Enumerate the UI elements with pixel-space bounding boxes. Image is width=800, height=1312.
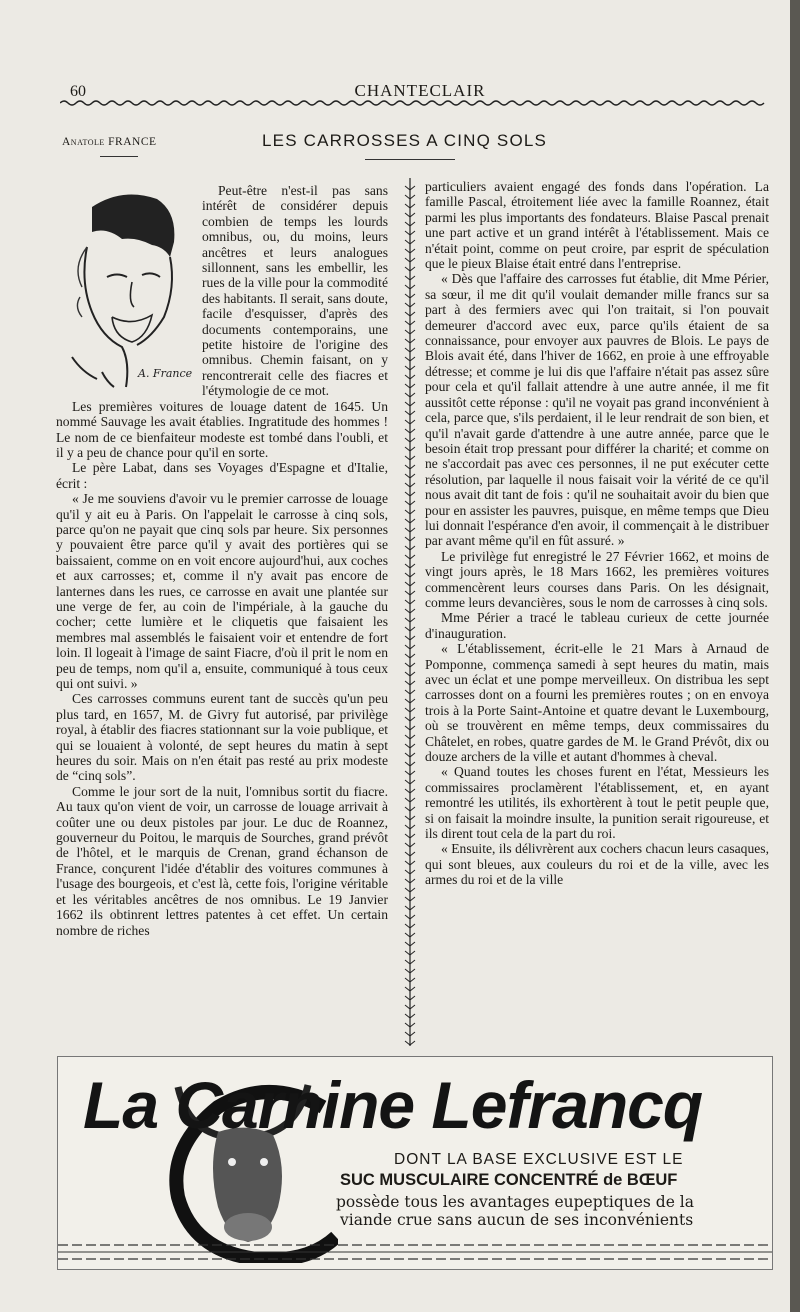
paragraph: Le père Labat, dans ses Voyages d'Espagne et d'Italie, écrit : (56, 460, 388, 491)
page-number: 60 (70, 83, 86, 100)
left-column (56, 183, 388, 938)
article-author: Anatole FRANCE (62, 136, 157, 148)
paragraph: « L'établissement, écrit-elle le 21 Mars à Arnaud de Pomponne, commença samedi à sept heures du matin, mais avec un éclat et une pompe merveilleux. On distribua les sept carrosses dont on a fourni les premières routes ; on en envoya trois à la Porte Saint-Antoine et quatre devant le Luxembourg, où se trouvèrent en même temps, deux commissaires du Châtelet, en robes, quatre gardes de M. le Grand Prévôt, dix ou douze archers de la ville et autant d'hommes à cheval. (425, 641, 769, 765)
paragraph: Les premières voitures de louage datent de 1645. Un nommé Sauvage les avait établies. Ingratitude des hommes ! Le nom de ce bienfaiteur modeste est tombé dans l'oubli, et il y a peu de chance pour qu'il en sorte. (56, 398, 388, 460)
header-wavy-rule (60, 99, 768, 107)
advertisement (57, 1056, 773, 1270)
page-edge-shadow (790, 0, 800, 1312)
paragraph: « Quand toutes les choses furent en l'état, Messieurs les commissaires proclamèrent l'établissement, et, en ayant remontré les utilités, ils exhortèrent à tout le petit peuple que, si on faisait la moindre insulte, la punition serait rigoureuse, et ils dirent tout cela de la part du roi. (425, 764, 769, 842)
paragraph: Comme le jour sort de la nuit, l'omnibus sortit du fiacre. Au taux qu'on vient de voir, un carrosse de louage arrivait à coûter une ou deux pistoles par jour. Le duc de Roannez, gouverneur du Poitou, le marquis de Sourches, grand prévôt de l'hôtel, et le marquis de Crenan, grand échanson de France, conçurent l'idée d'établir des voitures communes à l'usage des bourgeois, et c'est là, cette fois, l'origine véritable et les véritables ancêtres de nos omnibus. Le 19 Janvier 1662 ils obtinrent lettres patentes à cet effet. Un certain nombre de riches (56, 783, 388, 938)
ad-tagline-4: viande crue sans aucun de ses inconvénients (340, 1211, 694, 1229)
running-title: CHANTECLAIR (354, 81, 486, 100)
portrait-sketch (52, 187, 196, 397)
ad-tagline-1: DONT LA BASE EXCLUSIVE EST LE (394, 1151, 684, 1168)
ad-bottom-rule (58, 1239, 772, 1265)
column-divider-ornament (403, 178, 417, 1046)
paragraph: « Ensuite, ils délivrèrent aux cochers chacun leurs casaques, qui sont bleues, aux couleurs du roi et de la ville, avec les armes du roi et de la ville (425, 841, 769, 888)
ad-brand-name: La Carnine Lefrancq (83, 1068, 703, 1142)
article-title: LES CARROSSES A CINQ SOLS (262, 131, 548, 150)
paragraph: particuliers avaient engagé des fonds dans l'opération. La famille Pascal, étroitement liée avec la famille Roannez, était parmi les plus importants des fondateurs. Blaise Pascal prenait une part active et un grand intérêt à l'établissement. Mais ce n'était point, comme on peut croire, par esprit de spéculation que le pieux Blaise était entré dans l'entreprise. (425, 179, 769, 272)
ad-tagline-3: possède tous les avantages eupeptiques de la (336, 1193, 694, 1211)
paragraph: Le privilège fut enregistré le 27 Février 1662, et moins de vingt jours après, le 18 Mars 1662, les premières voitures commencèrent leurs courses dans Paris. On les désignait, comme leurs devancières, sous le nom de carrosses à cinq sols. (425, 548, 769, 610)
ad-tagline-2: SUC MUSCULAIRE CONCENTRÉ de BŒUF (340, 1171, 678, 1189)
paragraph: « Je me souviens d'avoir vu le premier carrosse de louage qu'il y ait eu à Paris. On l'appelait le carrosse à cinq sols, parce qu'on ne payait que cinq sols par heure. Six personnes y pouvaient être parce qu'il y avait des portières qui se baissaient, comme on en voit encore aujourd'hui, aux coches et aux carrosses; et, comme il n'y avait pas encore de lanternes dans les rues, ce carrosse en avait une plantée sur une verge de fer, au coin de l'impériale, à la gauche du cocher; cette lumière et le cliquetis que faisaient les membres mal assemblés le faisaient voir et entendre de fort loin. Il logeait à l'image de saint Fiacre, d'où il prit le nom en peu de temps, nom qu'il a, ensuite, communiqué à tous ceux qui ont suivi. » (56, 491, 388, 691)
portrait-signature: A. France (138, 367, 193, 380)
title-rule (365, 159, 455, 160)
paragraph: Mme Périer a tracé le tableau curieux de cette journée d'inauguration. (425, 610, 769, 641)
paragraph: Ces carrosses communs eurent tant de succès qu'un peu plus tard, en 1657, M. de Givry fut autorisé, par privilège royal, à établir des fiacres stationnant sur la voie publique, et qui se louaient à volonté, de sept heures du matin à sept heures du soir. Mais on n'en était pas resté au prix modeste de “cinq sols”. (56, 691, 388, 784)
author-rule (100, 156, 138, 157)
paragraph: Peut-être n'est-il pas sans intérêt de considérer depuis combien de temps les lourds omnibus, ou, du moins, leurs ancêtres et leurs analogues sillonnent, sans les embellir, les rues de la ville pour la commodité des habitants. Il serait, sans doute, facile d'esquisser, d'après des documents contemporains, une petite histoire de l'origine des omnibus. Chemin faisant, on y rencontrerait celle des fiacres et l'étymologie de ce mot. (202, 183, 388, 399)
paragraph: « Dès que l'affaire des carrosses fut établie, dit Mme Périer, sa sœur, il me dit qu'il voulait demander mille francs sur sa part à des fermiers avec qui l'on traitait, si l'on pouvait demeurer d'accord avec eux, parce qu'ils étaient de sa connaissance, pour envoyer aux pauvres de Blois. Le pays de Blois avait été, dans l'hiver de 1662, en proie à une effroyable détresse; et comme je lui dis que l'affaire n'était pas assez sûre pour cela et qu'il fallait attendre à une autre année, il me fit aussitôt cette réponse : qu'il ne voyait pas grand inconvénient à cela, parce que, s'ils perdaient, il le leur rendrait de son bien, et qu'il n'avait garde d'attendre à une autre année, parce que le besoin était trop pressant pour différer la charité; et comme on ne s'accordait pas avec ces personnes, il ne put exécuter cette résolution, par laquelle il nous faisait voir la vérité de ce qu'il nous avait dit tant de fois : qu'il ne souhaitait avoir du bien que pour en assister les pauvres, puisque, en même temps que Dieu lui donnait l'espérance d'en avoir, il commençait à le distribuer par avant même qu'il en fût assuré. » (425, 271, 769, 549)
right-column (425, 179, 769, 888)
